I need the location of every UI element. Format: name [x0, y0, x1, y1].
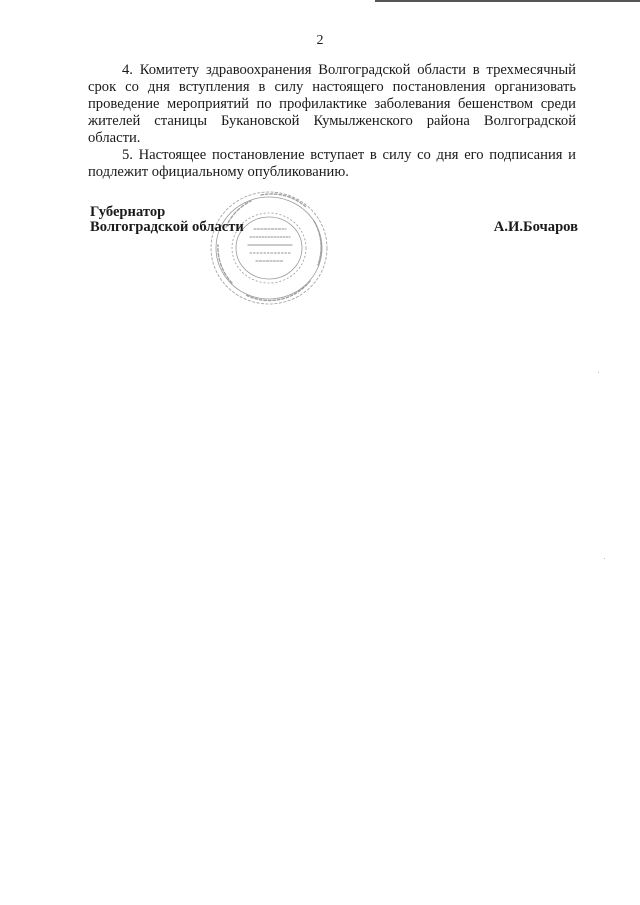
- signatory-title-line1: Губернатор: [90, 204, 166, 220]
- scan-speck: [598, 372, 599, 373]
- document-body: [88, 62, 576, 181]
- signature-block: [88, 205, 578, 315]
- paragraph-5: 5. Настоящее постановление вступает в силу со дня его подписания и подлежит официальному опубликованию.: [88, 147, 576, 180]
- top-edge-rule: [375, 0, 640, 2]
- scan-speck: [604, 558, 605, 559]
- signatory-title: [90, 205, 244, 235]
- paragraph-4: 4. Комитету здравоохранения Волгоградской области в трехмесячный срок со дня вступления в силу настоящего постановления организовать проведение мероприятий по профилактике заболевания бешенством среди жителей станицы Букановской Кумылженского района Волгоградской области.: [88, 62, 576, 146]
- page-number: 2: [316, 33, 324, 48]
- signatory-title-line2: Волгоградской области: [90, 219, 244, 235]
- signatory-name: А.И.Бочаров: [493, 219, 578, 235]
